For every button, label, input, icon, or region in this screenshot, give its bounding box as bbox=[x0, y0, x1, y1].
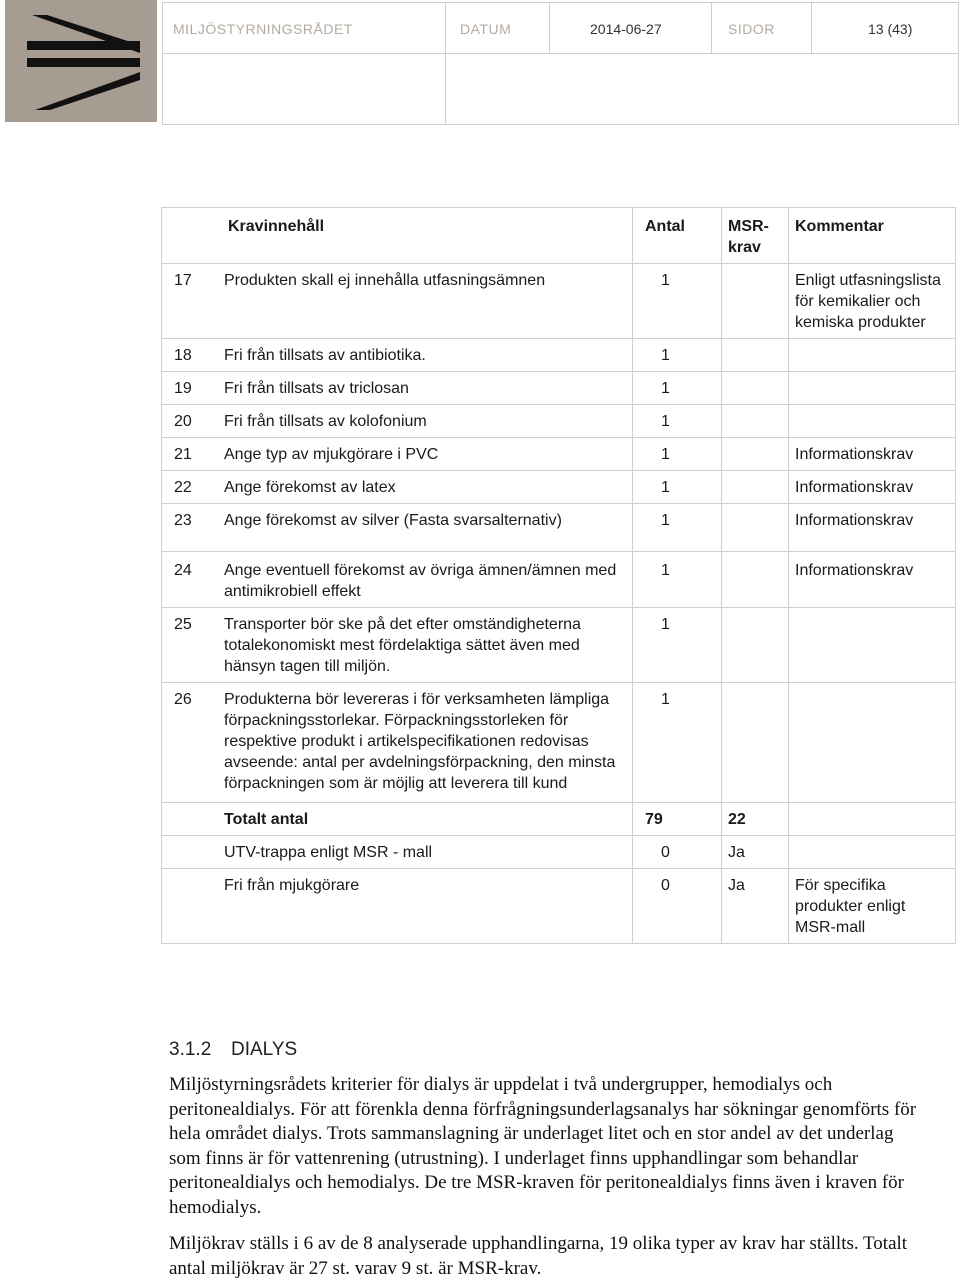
row-comment: För specifika produkter enligt MSR-mall bbox=[789, 869, 956, 944]
row-comment: Informationskrav bbox=[789, 552, 956, 608]
table-row bbox=[162, 372, 956, 405]
row-text: Fri från mjukgörare bbox=[218, 869, 633, 944]
table-row bbox=[162, 438, 956, 471]
row-number: 21 bbox=[162, 438, 219, 471]
table-row bbox=[162, 504, 956, 552]
row-count: 1 bbox=[633, 471, 722, 504]
body-paragraph: Miljökrav ställs i 6 av de 8 analyserade upphandlingarna, 19 olika typer av krav har ställts. Totalt antal miljökrav är 27 st. varav 9 st. är MSR-krav. bbox=[169, 1233, 908, 1279]
table-row bbox=[162, 264, 956, 339]
table-row bbox=[162, 552, 956, 608]
row-count: 1 bbox=[633, 264, 722, 339]
organization-logo bbox=[5, 0, 157, 122]
table-row bbox=[162, 836, 956, 869]
row-msr bbox=[722, 683, 789, 803]
total-row bbox=[162, 803, 956, 836]
body-paragraph: Miljöstyrningsrådets kriterier för dialys är uppdelat i två undergrupper, hemodialys och peritonealdialys. För att förenkla denna förfrågningsunderlagsanalys har sökningar genomförts för hela området dialys. Trots sammanslagning är underlaget litet och en stor andel av det underlag som finns är för vattenrening (utrustning). I underlaget finns upphandlingar som behandlar peritonealdialys och hemodialys. De tre MSR-kraven för peritonealdialys finns även i kraven för hemodialys. bbox=[169, 1074, 917, 1218]
row-number: 24 bbox=[162, 552, 219, 608]
row-msr bbox=[722, 264, 789, 339]
row-comment: Enligt utfasningslista för kemikalier och kemiska produkter bbox=[789, 264, 956, 339]
page-header bbox=[162, 2, 959, 125]
row-count: 1 bbox=[633, 339, 722, 372]
row-comment: Informationskrav bbox=[789, 504, 956, 552]
date-value: 2014-06-27 bbox=[550, 3, 712, 53]
col-no-header bbox=[162, 208, 219, 264]
col-content-header: Kravinnehåll bbox=[218, 208, 633, 264]
row-text: Produkterna bör levereras i för verksamheten lämpliga förpackningsstorlekar. Förpackningsstorleken för respektive produkt i artikelspecifikationen redovisas avseende: antal per avdelningsförpackning, den minsta förpackningen som är möjlig att leverera till kund bbox=[218, 683, 633, 803]
row-count: 1 bbox=[633, 504, 722, 552]
row-number: 22 bbox=[162, 471, 219, 504]
row-msr bbox=[722, 372, 789, 405]
row-number: 17 bbox=[162, 264, 219, 339]
row-count: 1 bbox=[633, 438, 722, 471]
row-count: 0 bbox=[633, 836, 722, 869]
table-row bbox=[162, 608, 956, 683]
row-count: 0 bbox=[633, 869, 722, 944]
row-comment: Informationskrav bbox=[789, 438, 956, 471]
table-header-row bbox=[162, 208, 956, 264]
row-count: 1 bbox=[633, 683, 722, 803]
row-text: UTV-trappa enligt MSR - mall bbox=[218, 836, 633, 869]
row-number: 23 bbox=[162, 504, 219, 552]
section-title: DIALYS bbox=[231, 1039, 298, 1060]
total-count: 79 bbox=[633, 803, 722, 836]
row-count: 1 bbox=[633, 552, 722, 608]
org-name: MILJÖSTYRNINGSRÅDET bbox=[163, 3, 446, 53]
col-msr-header: MSR-krav bbox=[722, 208, 789, 264]
row-text: Ange förekomst av silver (Fasta svarsalternativ) bbox=[218, 504, 633, 552]
table-row bbox=[162, 405, 956, 438]
date-label: DATUM bbox=[446, 3, 550, 53]
col-comment-header: Kommentar bbox=[789, 208, 956, 264]
row-msr bbox=[722, 608, 789, 683]
row-comment bbox=[789, 836, 956, 869]
total-label: Totalt antal bbox=[218, 803, 633, 836]
row-count: 1 bbox=[633, 608, 722, 683]
logo-mark-icon bbox=[5, 0, 157, 122]
row-text: Ange eventuell förekomst av övriga ämnen/ämnen med antimikrobiell effekt bbox=[218, 552, 633, 608]
pages-label: SIDOR bbox=[712, 3, 812, 53]
row-msr bbox=[722, 405, 789, 438]
row-msr bbox=[722, 438, 789, 471]
section-heading bbox=[169, 1039, 297, 1061]
row-text: Ange förekomst av latex bbox=[218, 471, 633, 504]
row-msr bbox=[722, 504, 789, 552]
row-number: 25 bbox=[162, 608, 219, 683]
row-number: 18 bbox=[162, 339, 219, 372]
row-msr bbox=[722, 339, 789, 372]
table-row bbox=[162, 869, 956, 944]
row-comment bbox=[789, 683, 956, 803]
section-number: 3.1.2 bbox=[169, 1039, 212, 1060]
row-comment bbox=[789, 405, 956, 438]
row-msr: Ja bbox=[722, 836, 789, 869]
row-comment bbox=[789, 339, 956, 372]
row-number: 26 bbox=[162, 683, 219, 803]
table-row bbox=[162, 471, 956, 504]
pages-value: 13 (43) bbox=[868, 21, 913, 37]
total-msr: 22 bbox=[722, 803, 789, 836]
row-text: Fri från tillsats av triclosan bbox=[218, 372, 633, 405]
row-comment: Informationskrav bbox=[789, 471, 956, 504]
table-row bbox=[162, 339, 956, 372]
row-text: Fri från tillsats av kolofonium bbox=[218, 405, 633, 438]
row-text: Produkten skall ej innehålla utfasningsämnen bbox=[218, 264, 633, 339]
row-comment bbox=[789, 608, 956, 683]
row-comment bbox=[789, 372, 956, 405]
criteria-table bbox=[161, 207, 956, 944]
row-count: 1 bbox=[633, 372, 722, 405]
col-count-header: Antal bbox=[633, 208, 722, 264]
row-count: 1 bbox=[633, 405, 722, 438]
row-msr: Ja bbox=[722, 869, 789, 944]
row-msr bbox=[722, 552, 789, 608]
row-text: Ange typ av mjukgörare i PVC bbox=[218, 438, 633, 471]
table-row bbox=[162, 683, 956, 803]
row-number: 19 bbox=[162, 372, 219, 405]
row-number: 20 bbox=[162, 405, 219, 438]
row-text: Transporter bör ske på det efter omständigheterna totalekonomiskt mest fördelaktiga sättet även med hänsyn tagen till miljön. bbox=[218, 608, 633, 683]
row-msr bbox=[722, 471, 789, 504]
row-text: Fri från tillsats av antibiotika. bbox=[218, 339, 633, 372]
